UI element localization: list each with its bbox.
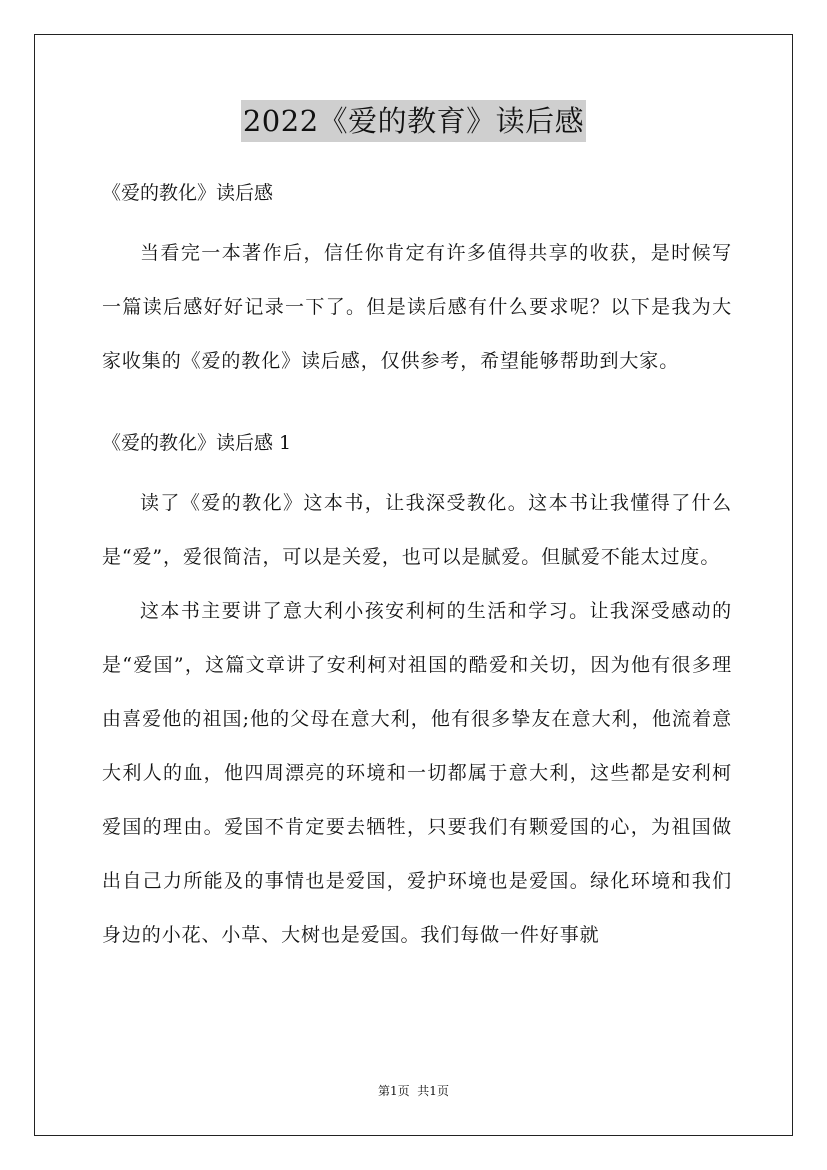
section-heading-1: 《爱的教化》读后感 1 xyxy=(102,432,292,454)
document-body xyxy=(102,172,732,962)
document-title: 2022《爱的教育》读后感 xyxy=(241,100,586,142)
page-footer: 第1页 共1页 xyxy=(378,1084,449,1098)
section-heading-intro: 《爱的教化》读后感 xyxy=(102,182,274,204)
section-1-paragraph-2: 这本书主要讲了意大利小孩安利柯的生活和学习。让我深受感动的是“爱国”，这篇文章讲了安利柯对祖国的酷爱和关切，因为他有很多理由喜爱他的祖国;他的父母在意大利，他有很多挚友在意大利，他流着意大利人的血，他四周漂亮的环境和一切都属于意大利，这些都是安利柯爱国的理由。爱国不肯定要去牺牲，只要我们有颗爱国的心，为祖国做出自己力所能及的事情也是爱国，爱护环境也是爱国。绿化环境和我们身边的小花、小草、大树也是爱国。我们每做一件好事就 xyxy=(102,600,732,946)
title-container xyxy=(0,100,827,142)
intro-paragraph: 当看完一本著作后，信任你肯定有许多值得共享的收获，是时候写一篇读后感好好记录一下了。但是读后感有什么要求呢？以下是我为大家收集的《爱的教化》读后感，仅供参考，希望能够帮助到大家。 xyxy=(102,242,732,372)
section-1-paragraph-1: 读了《爱的教化》这本书，让我深受教化。这本书让我懂得了什么是“爱”，爱很简洁，可以是关爱，也可以是腻爱。但腻爱不能太过度。 xyxy=(102,492,732,568)
